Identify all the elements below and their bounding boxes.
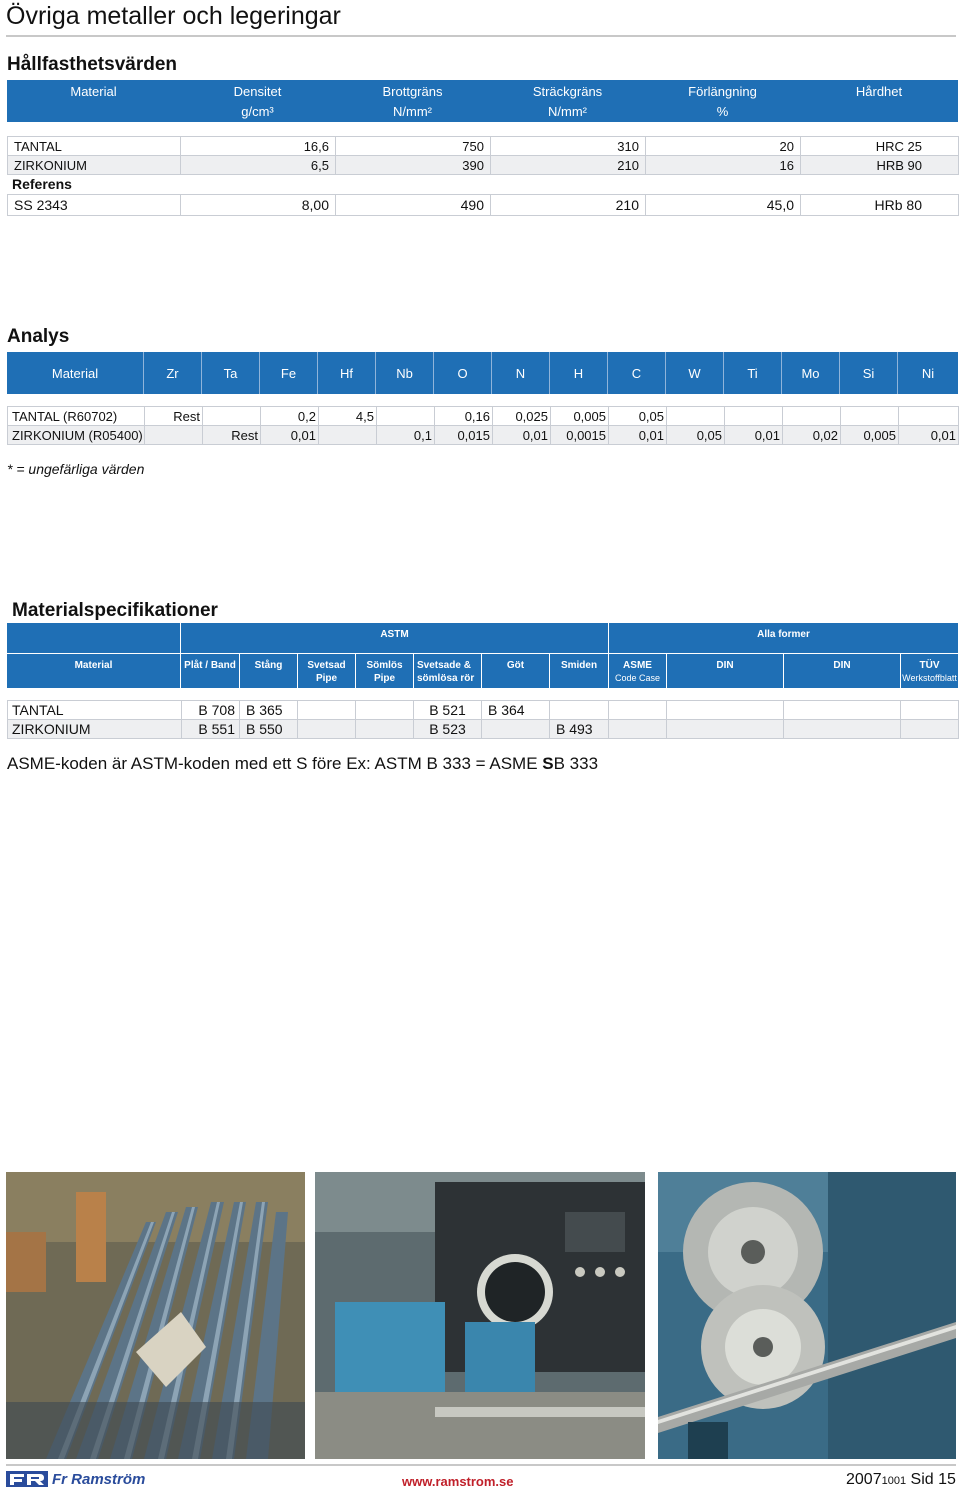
title-divider [6,35,956,37]
website-link[interactable]: www.ramstrom.se [402,1474,514,1489]
analysis-header: Ta [223,366,238,381]
analysis-header: Si [862,366,875,381]
strength-header-hardness: Hårdhet [855,84,903,99]
table-row [8,195,959,216]
analysis-header: Hf [340,366,353,381]
specs-cell: ZIRKONIUM [8,720,182,739]
asme-note-bold: S [542,754,554,773]
specs-header [356,659,413,685]
reference-cell: HRb 80 [801,195,959,216]
reference-cell: 45,0 [646,195,801,216]
specs-cell [667,701,784,720]
strength-header-yield: Sträckgräns [532,84,603,99]
strength-cell: 6,5 [181,156,336,175]
reference-cell: 210 [491,195,646,216]
strength-cell: 750 [336,137,491,156]
analysis-cell: 0,1 [377,426,435,445]
specs-cell [356,720,414,739]
analysis-cell: 0,0015 [551,426,609,445]
specs-header-line2: sömlösa rör [417,673,475,684]
strength-header-density: Densitet [233,84,282,99]
analysis-cell: Rest [145,407,203,426]
analysis-cell: Rest [203,426,261,445]
specs-cell: B 551 [182,720,240,739]
strength-header-elongation: Förlängning [688,84,757,99]
specs-cell [356,701,414,720]
reference-table [7,194,959,216]
analysis-cell [899,407,959,426]
strength-cell: 210 [491,156,646,175]
specs-cell [901,720,959,739]
table-row [8,701,959,720]
specs-cell [609,720,667,739]
analysis-heading: Analys [7,326,70,347]
stacked-tubes-photo [6,1172,305,1459]
analysis-note: * = ungefärliga värden [7,461,145,477]
strength-cell: HRC 25 [801,137,959,156]
specs-cell [901,701,959,720]
specs-header-bar [7,654,958,688]
ramstrom-logo-icon [6,1471,48,1487]
specs-heading: Materialspecifikationer [12,600,218,621]
analysis-header: Zr [166,366,179,381]
specs-cell: B 550 [240,720,298,739]
specs-header-line2: Werkstoffblatt [902,673,957,683]
specs-cell [298,701,356,720]
analysis-header: Mo [801,366,820,381]
asme-note-pre: ASME-koden är ASTM-koden med ett S före Ex: ASTM B 333 = ASME [7,754,543,773]
table-row [8,407,959,426]
specs-cell [298,720,356,739]
strength-header-tensile: Brottgräns [382,84,443,99]
specs-header [298,659,355,685]
analysis-cell: 0,02 [783,426,841,445]
footer-divider [6,1464,956,1466]
strength-unit-tensile: N/mm² [393,104,432,119]
specs-cell: B 493 [550,720,609,739]
specs-header-line1: DIN [833,660,851,671]
analysis-cell: 0,2 [261,407,319,426]
strength-cell: HRB 90 [801,156,959,175]
analysis-cell: 0,16 [435,407,493,426]
specs-cell [482,720,550,739]
asme-note-post: B 333 [553,754,599,773]
analysis-cell: 0,015 [435,426,493,445]
table-row [8,720,959,739]
strength-cell: ZIRKONIUM [8,156,181,175]
analysis-cell [377,407,435,426]
analysis-cell: 0,01 [261,426,319,445]
strength-cell: 390 [336,156,491,175]
specs-cell [667,720,784,739]
analysis-header: Fe [280,366,297,381]
analysis-cell: 0,05 [667,426,725,445]
specs-header [667,659,783,672]
analysis-header: H [573,366,584,381]
specs-header-line1: Göt [506,660,525,671]
analysis-cell [841,407,899,426]
specs-table [7,700,959,739]
strength-unit-elongation: % [716,104,729,119]
reference-cell: SS 2343 [8,195,181,216]
specs-cell [784,701,901,720]
doc-code-small: 1001 [881,1475,907,1487]
specs-header-line1: Smiden [560,660,598,671]
analysis-header: C [631,366,642,381]
analysis-header: Ni [921,366,935,381]
strength-header-material: Material [70,84,117,99]
specs-header-line1: Material [74,660,113,671]
analysis-cell [783,407,841,426]
strength-table [7,136,959,175]
specs-header-line1: ASME [623,660,652,671]
specs-cell [609,701,667,720]
reference-cell: 490 [336,195,491,216]
specs-header-line2: Pipe [373,673,396,684]
analysis-cell [145,426,203,445]
table-row [8,156,959,175]
strength-cell: 20 [646,137,801,156]
specs-header [414,659,480,685]
table-row [8,426,959,445]
analysis-cell: TANTAL (R60702) [8,407,145,426]
specs-header-line1: TÜV [919,660,940,671]
strength-cell: 310 [491,137,646,156]
page-number [846,1471,956,1489]
table-row [8,137,959,156]
strength-cell: TANTAL [8,137,181,156]
asme-note [7,754,598,774]
specs-cell: B 523 [414,720,482,739]
strength-heading: Hållfasthetsvärden [7,54,178,75]
analysis-cell: 0,01 [609,426,667,445]
specs-header-line1: Stång [254,660,283,671]
specs-cell: B 365 [240,701,298,720]
specs-header-line1: Svetsad [307,660,346,671]
specs-header [240,659,297,672]
strength-cell: 16,6 [181,137,336,156]
specs-group-all: Alla former [757,629,810,640]
welding-machine-photo [315,1172,645,1459]
strength-header-bar [7,80,958,122]
specs-header [609,659,666,685]
strength-unit-density: g/cm³ [241,104,274,119]
specs-header [482,659,549,672]
strength-cell: 16 [646,156,801,175]
analysis-cell: 0,005 [551,407,609,426]
analysis-header: N [515,366,526,381]
specs-header-line1: Plåt / Band [184,660,236,671]
strength-unit-yield: N/mm² [548,104,587,119]
analysis-cell: 0,01 [899,426,959,445]
specs-header-line1: Sömlös [366,660,403,671]
specs-header-line2: Code Case [614,673,661,683]
analysis-cell: ZIRKONIUM (R05400) [8,426,145,445]
specs-header-line2: Pipe [315,673,338,684]
analysis-cell: 0,005 [841,426,899,445]
company-name: Fr Ramström [52,1471,146,1488]
analysis-header: O [457,366,468,381]
analysis-header: Nb [396,366,413,381]
specs-header [901,659,958,685]
analysis-cell [725,407,783,426]
specs-header-line1: Svetsade & [417,660,471,671]
specs-header [181,659,239,672]
specs-group-bar [7,623,958,653]
reference-cell: 8,00 [181,195,336,216]
analysis-cell [319,426,377,445]
specs-header [7,659,180,672]
doc-code: 2007 [846,1471,882,1488]
analysis-cell: 0,025 [493,407,551,426]
analysis-header: W [688,366,701,381]
specs-cell [784,720,901,739]
specs-cell: B 521 [414,701,482,720]
reference-label: Referens [12,176,72,192]
specs-group-astm: ASTM [380,629,409,640]
analysis-cell: 0,05 [609,407,667,426]
specs-cell [550,701,609,720]
specs-header [784,659,900,672]
specs-header-line1: DIN [716,660,734,671]
analysis-header: Material [51,366,99,381]
specs-cell: TANTAL [8,701,182,720]
analysis-header-bar [7,352,958,394]
analysis-cell: 0,01 [493,426,551,445]
page-label: Sid 15 [906,1471,956,1488]
analysis-header: Ti [747,366,758,381]
analysis-cell [203,407,261,426]
specs-cell: B 364 [482,701,550,720]
analysis-cell [667,407,725,426]
specs-cell: B 708 [182,701,240,720]
tube-rolling-photo [658,1172,956,1459]
specs-header [550,659,608,672]
analysis-table [7,406,959,445]
page-title: Övriga metaller och legeringar [6,2,341,30]
analysis-cell: 0,01 [725,426,783,445]
analysis-cell: 4,5 [319,407,377,426]
